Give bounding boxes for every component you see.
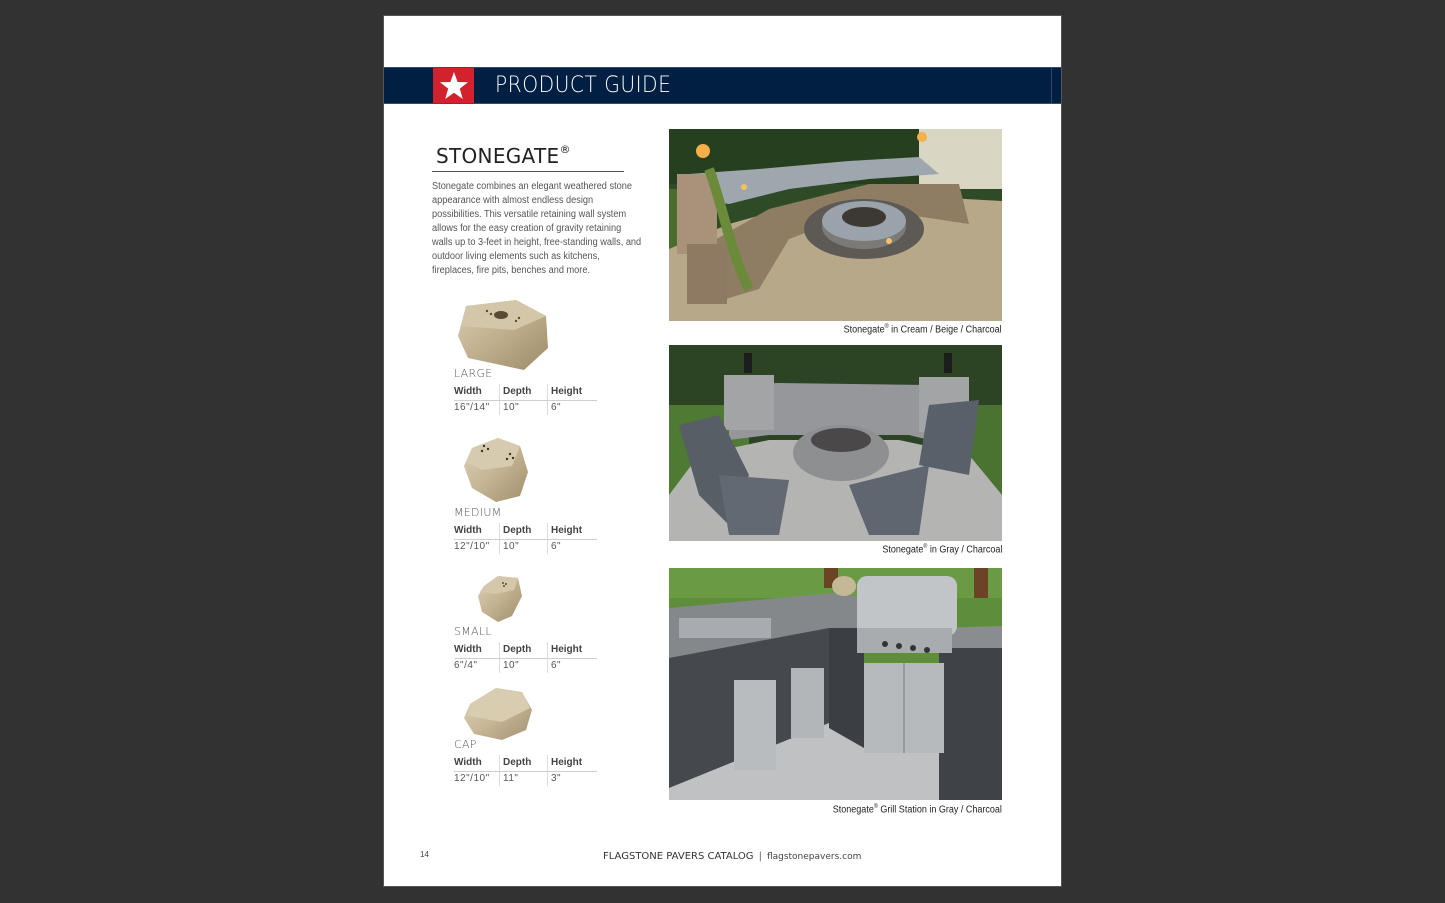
spec-value-row bbox=[454, 772, 597, 786]
depth-value: 10" bbox=[499, 659, 547, 673]
width-header: Width bbox=[454, 644, 482, 655]
caption-brand: Stonegate bbox=[832, 804, 874, 816]
height-header: Height bbox=[547, 755, 597, 771]
medium-block-image bbox=[462, 436, 532, 504]
spec-table bbox=[454, 755, 597, 786]
height-value: 6" bbox=[547, 540, 597, 554]
catalog-name: FLAGSTONE PAVERS CATALOG bbox=[603, 851, 754, 862]
height-value: 6" bbox=[547, 659, 597, 673]
website-link[interactable]: flagstonepavers.com bbox=[766, 852, 862, 862]
width-header: Width bbox=[454, 757, 482, 768]
height-value: 3" bbox=[547, 772, 597, 786]
product-description: Stonegate combines an elegant weathered stone appearance with almost endless design possibilities. This versatile retaining wall system allows for the easy creation of gravity retaining walls up to 3-feet in height, free-standing walls, and outdoor living elements such as kitchens, fireplaces, fire pits, benches and more. bbox=[432, 181, 642, 276]
product-name: STONEGATE bbox=[436, 144, 560, 168]
width-value: 6"/4" bbox=[454, 660, 478, 671]
depth-header: Depth bbox=[499, 755, 547, 771]
photo-caption-2 bbox=[882, 544, 1002, 555]
spec-table bbox=[454, 384, 597, 415]
large-block-image bbox=[454, 296, 552, 374]
small-block-image bbox=[476, 574, 524, 624]
depth-value: 10" bbox=[499, 401, 547, 415]
photo-firepit-cream bbox=[669, 129, 1002, 321]
height-value: 6" bbox=[547, 401, 597, 415]
spec-value-row bbox=[454, 401, 597, 415]
product-guide-banner bbox=[384, 67, 1061, 104]
unit-label: MEDIUM bbox=[454, 506, 502, 519]
title-divider bbox=[432, 171, 624, 172]
caption-brand: Stonegate bbox=[843, 324, 885, 336]
spec-header-row bbox=[454, 523, 597, 540]
caption-text: Grill Station in Gray / Charcoal bbox=[877, 804, 1002, 816]
spec-value-row bbox=[454, 540, 597, 554]
photo-firepit-gray bbox=[669, 345, 1002, 541]
unit-label: SMALL bbox=[454, 625, 492, 638]
cap-block-image bbox=[462, 686, 534, 742]
spec-table bbox=[454, 523, 597, 554]
depth-value: 11" bbox=[499, 772, 547, 786]
catalog-page bbox=[384, 16, 1061, 886]
height-header: Height bbox=[547, 642, 597, 658]
registered-mark: ® bbox=[922, 544, 927, 550]
page-footer bbox=[603, 851, 861, 862]
photo-caption-1 bbox=[844, 324, 1002, 335]
star-icon bbox=[438, 70, 470, 102]
width-value: 16"/14" bbox=[454, 402, 490, 413]
registered-mark: ® bbox=[559, 143, 571, 156]
unit-label: CAP bbox=[454, 738, 477, 751]
unit-label: LARGE bbox=[454, 367, 493, 380]
product-title bbox=[436, 144, 571, 168]
spec-table bbox=[454, 642, 597, 673]
depth-value: 10" bbox=[499, 540, 547, 554]
width-value: 12"/10" bbox=[454, 541, 490, 552]
photo-caption-3 bbox=[833, 804, 1002, 815]
depth-header: Depth bbox=[499, 523, 547, 539]
spec-header-row bbox=[454, 642, 597, 659]
banner-title: PRODUCT GUIDE bbox=[495, 73, 672, 98]
registered-mark: ® bbox=[873, 804, 878, 810]
spec-value-row bbox=[454, 659, 597, 673]
caption-brand: Stonegate bbox=[881, 544, 923, 556]
footer-separator: | bbox=[758, 851, 762, 862]
caption-text: in Gray / Charcoal bbox=[926, 544, 1002, 556]
depth-header: Depth bbox=[499, 642, 547, 658]
width-header: Width bbox=[454, 525, 482, 536]
width-header: Width bbox=[454, 386, 482, 397]
spec-header-row bbox=[454, 755, 597, 772]
banner-edge bbox=[1051, 68, 1052, 103]
depth-header: Depth bbox=[499, 384, 547, 400]
page-number: 14 bbox=[420, 850, 429, 859]
height-header: Height bbox=[547, 384, 597, 400]
photo-grill-station bbox=[669, 568, 1002, 800]
registered-mark: ® bbox=[884, 324, 889, 330]
caption-text: in Cream / Beige / Charcoal bbox=[888, 324, 1002, 336]
width-value: 12"/10" bbox=[454, 773, 490, 784]
height-header: Height bbox=[547, 523, 597, 539]
spec-header-row bbox=[454, 384, 597, 401]
logo-box bbox=[433, 68, 474, 103]
